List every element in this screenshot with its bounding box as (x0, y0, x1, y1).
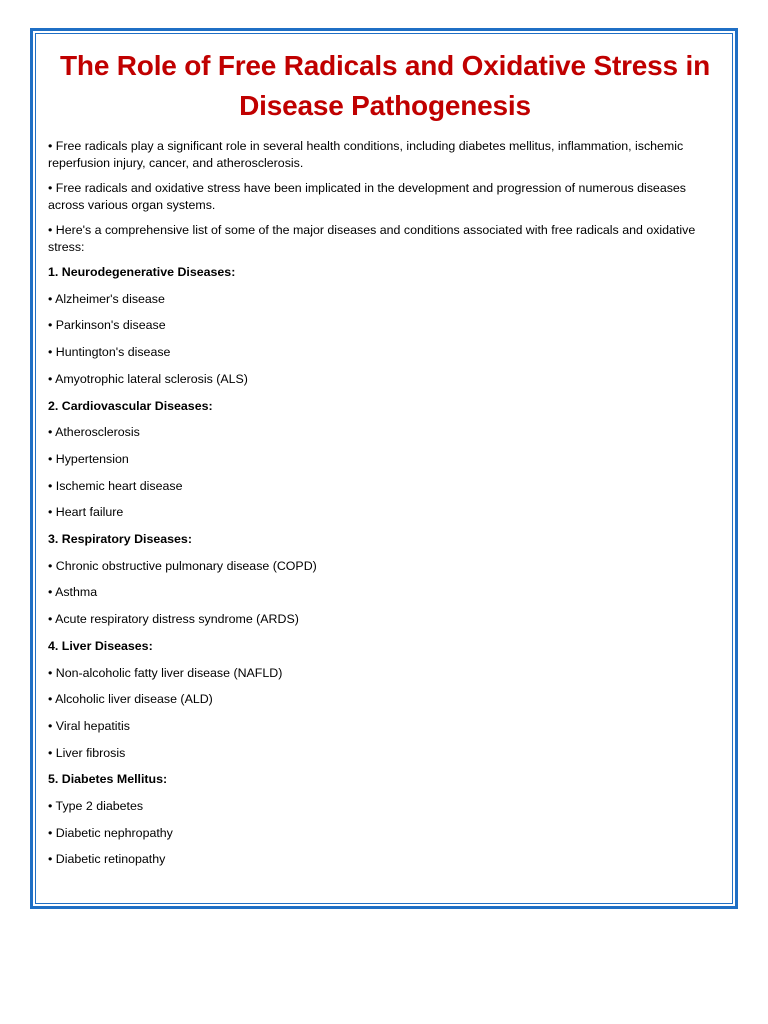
section-neurodegenerative (48, 264, 722, 388)
document-body (48, 138, 722, 868)
section-heading: 5. Diabetes Mellitus: (48, 772, 168, 787)
list-item: • Type 2 diabetes (48, 799, 144, 814)
document-content (48, 46, 722, 878)
list-item: • Hypertension (48, 451, 129, 466)
list-item: • Acute respiratory distress syndrome (ARDS) (48, 612, 299, 627)
list-item: • Atherosclerosis (48, 425, 140, 440)
page-border-inner (35, 33, 733, 904)
list-item: • Non-alcoholic fatty liver disease (NAFLD) (48, 665, 283, 680)
list-item: • Asthma (48, 585, 98, 600)
list-item: • Heart failure (48, 505, 124, 520)
section-heading: 2. Cardiovascular Diseases: (48, 398, 213, 413)
list-item: • Liver fibrosis (48, 745, 126, 760)
page-border (30, 28, 738, 909)
intro-paragraph: • Free radicals and oxidative stress have been implicated in the development and progression of numerous diseases across various organ systems. (48, 181, 686, 212)
list-item: • Amyotrophic lateral sclerosis (ALS) (48, 371, 248, 386)
document-title: The Role of Free Radicals and Oxidative Stress in Disease Pathogenesis (60, 50, 710, 121)
list-item: • Huntington's disease (48, 345, 171, 360)
list-item: • Diabetic nephropathy (48, 825, 173, 840)
section-diabetes (48, 771, 722, 868)
section-liver (48, 638, 722, 762)
list-item: • Diabetic retinopathy (48, 852, 166, 867)
list-item: • Alzheimer's disease (48, 291, 165, 306)
section-heading: 3. Respiratory Diseases: (48, 532, 192, 547)
list-item: • Parkinson's disease (48, 318, 166, 333)
section-heading: 4. Liver Diseases: (48, 638, 153, 653)
list-item: • Chronic obstructive pulmonary disease (COPD) (48, 558, 317, 573)
section-respiratory (48, 531, 722, 628)
intro-paragraph: • Free radicals play a significant role in several health conditions, including diabetes mellitus, inflammation, ischemic reperfusion injury, cancer, and atherosclerosis. (48, 139, 684, 170)
section-heading: 1. Neurodegenerative Diseases: (48, 265, 236, 279)
list-item: • Viral hepatitis (48, 718, 130, 733)
list-item: • Ischemic heart disease (48, 478, 183, 493)
list-item: • Alcoholic liver disease (ALD) (48, 692, 213, 707)
intro-paragraph: • Here's a comprehensive list of some of the major diseases and conditions associated with free radicals and oxidative stress: (48, 223, 696, 254)
section-cardiovascular (48, 398, 722, 522)
